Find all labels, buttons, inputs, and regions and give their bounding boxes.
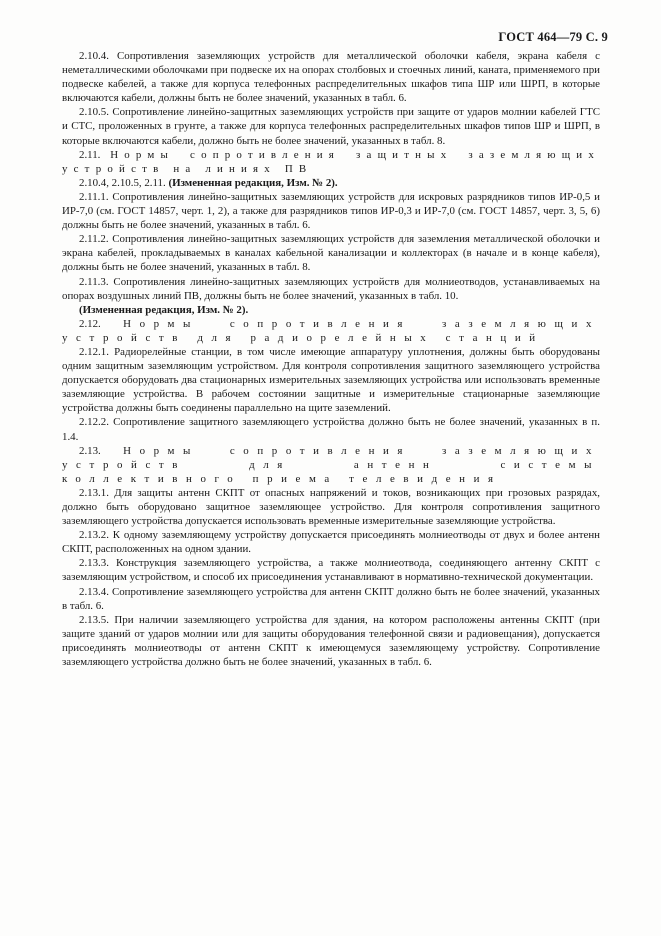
paragraph-2-13-1: 2.13.1. Для защиты антенн СКПТ от опасных напряжений и токов, возникающих при грозовых разрядах, должно быть оборудовано защитное заземляющее устройство. Для контроля сопротивления защитного заземляющего устройства допускается использовать временные измерительные заземляющие устройства. [62,486,600,528]
section-title: Нормы сопротивления защитных заземляющих устройств на линиях ПВ [62,148,600,175]
running-header: ГОСТ 464—79 С. 9 [498,30,608,44]
amendment-note-2-11-3: (Измененная редакция, Изм. № 2). [79,303,249,316]
paragraph-2-10-4: 2.10.4. Сопротивления заземляющих устройств для металлической оболочки кабеля, экрана кабеля с неметаллическими оболочками при подвеске их на опорах столбовых и стоечных линий, каната, применяемого при подвеске кабелей, а также для корпуса телефонных распределительных шкафов типа ШР или ШРП, в которые включаются кабели, должны быть не более значений, указанных в табл. 6. [62,50,600,105]
section-title: Нормы сопротивления заземляющих устройств для радиорелейных станций [62,317,600,344]
section-heading-2-13 [62,444,600,486]
paragraph-2-13-3: 2.13.3. Конструкция заземляющего устройства, а также молниеотвода, соединяющего антенну СКПТ с заземляющим устройством, и способ их присоединения устанавливают в нормативно-технической документации. [62,557,600,584]
paragraph-2-12-1: 2.12.1. Радиорелейные станции, в том числе имеющие аппаратуру уплотнения, должны быть оборудованы одним защитным заземляющим устройством. Для контроля сопротивления защитного заземляющего устройства допускается оборудовать два стационарных измерительных заземляющих устройства или использовать временные заземляющие устройства. В рабочем состоянии защитные и измерительные стационарные заземляющие устройства должны быть соединены параллельно на щите заземлений. [62,345,600,415]
amendment-ref: 2.10.4, 2.10.5, 2.11. [79,176,166,189]
section-title: Нормы сопротивления заземляющих устройств для антенн системы коллективного приема телевидения [62,444,600,485]
paragraph-2-11-2: 2.11.2. Сопротивления линейно-защитных заземляющих устройств для заземления металлической оболочки и экрана кабелей, прокладываемых в каналах кабельной канализации и коллекторах (в начале и в конце кабеля), должны быть не более значений, указанных в табл. 8. [62,233,600,274]
document-body [62,49,600,669]
section-heading-2-12 [62,317,600,345]
section-number: 2.12. [79,317,101,330]
section-heading-2-11 [62,148,600,176]
paragraph-2-11-3: 2.11.3. Сопротивления линейно-защитных заземляющих устройств для молниеотводов, устанавливаемых на опорах воздушных линий ПВ, должны быть не более значений, указанных в табл. 10. [62,275,600,302]
paragraph-2-12-2: 2.12.2. Сопротивление защитного заземляющего устройства должно быть не более значений, указанных в п. 1.4. [62,416,600,443]
paragraph-2-13-2: 2.13.2. К одному заземляющему устройству допускается присоединять молниеотводы от двух и более антенн СКПТ, расположенных на одном здании. [62,529,600,556]
section-number: 2.13. [79,444,101,457]
amendment-label: (Измененная редакция, Изм. № 2). [168,176,338,189]
paragraph-2-13-4: 2.13.4. Сопротивление заземляющего устройства для антенн СКПТ должно быть не более значений, указанных в табл. 6. [62,585,600,612]
paragraph-2-13-5: 2.13.5. При наличии заземляющего устройства для здания, на котором расположены антенны СКПТ (при защите зданий от ударов молнии или для защиты оборудования телефонной связи и радиовещания), допускается присоединять молниеотводы от антенн СКПТ к имеющемуся заземляющему устройству. Сопротивление заземляющего устройства должно быть не более значений, указанных в табл. 6. [62,613,600,669]
paragraph-2-10-5: 2.10.5. Сопротивление линейно-защитных заземляющих устройств при защите от ударов молнии кабелей ГТС и СТС, проложенных в грунте, а также для корпуса телефонных распределительных шкафов типов ШР и ШРП, в которые включаются кабели, должно быть не более значений, указанных в табл. 8. [62,106,600,147]
paragraph-2-11-1: 2.11.1. Сопротивления линейно-защитных заземляющих устройств для искровых разрядников типов ИР-0,5 и ИР-7,0 (см. ГОСТ 14857, черт. 1, 2), а также для разрядников типов ИР-0,3 и ИР-7,0 (см. ГОСТ 14857, черт. 3, 5, 6) должны быть не более значений, указанных в табл. 6. [62,190,600,232]
amendment-note-2-11 [62,176,600,190]
section-number: 2.11. [79,148,101,161]
